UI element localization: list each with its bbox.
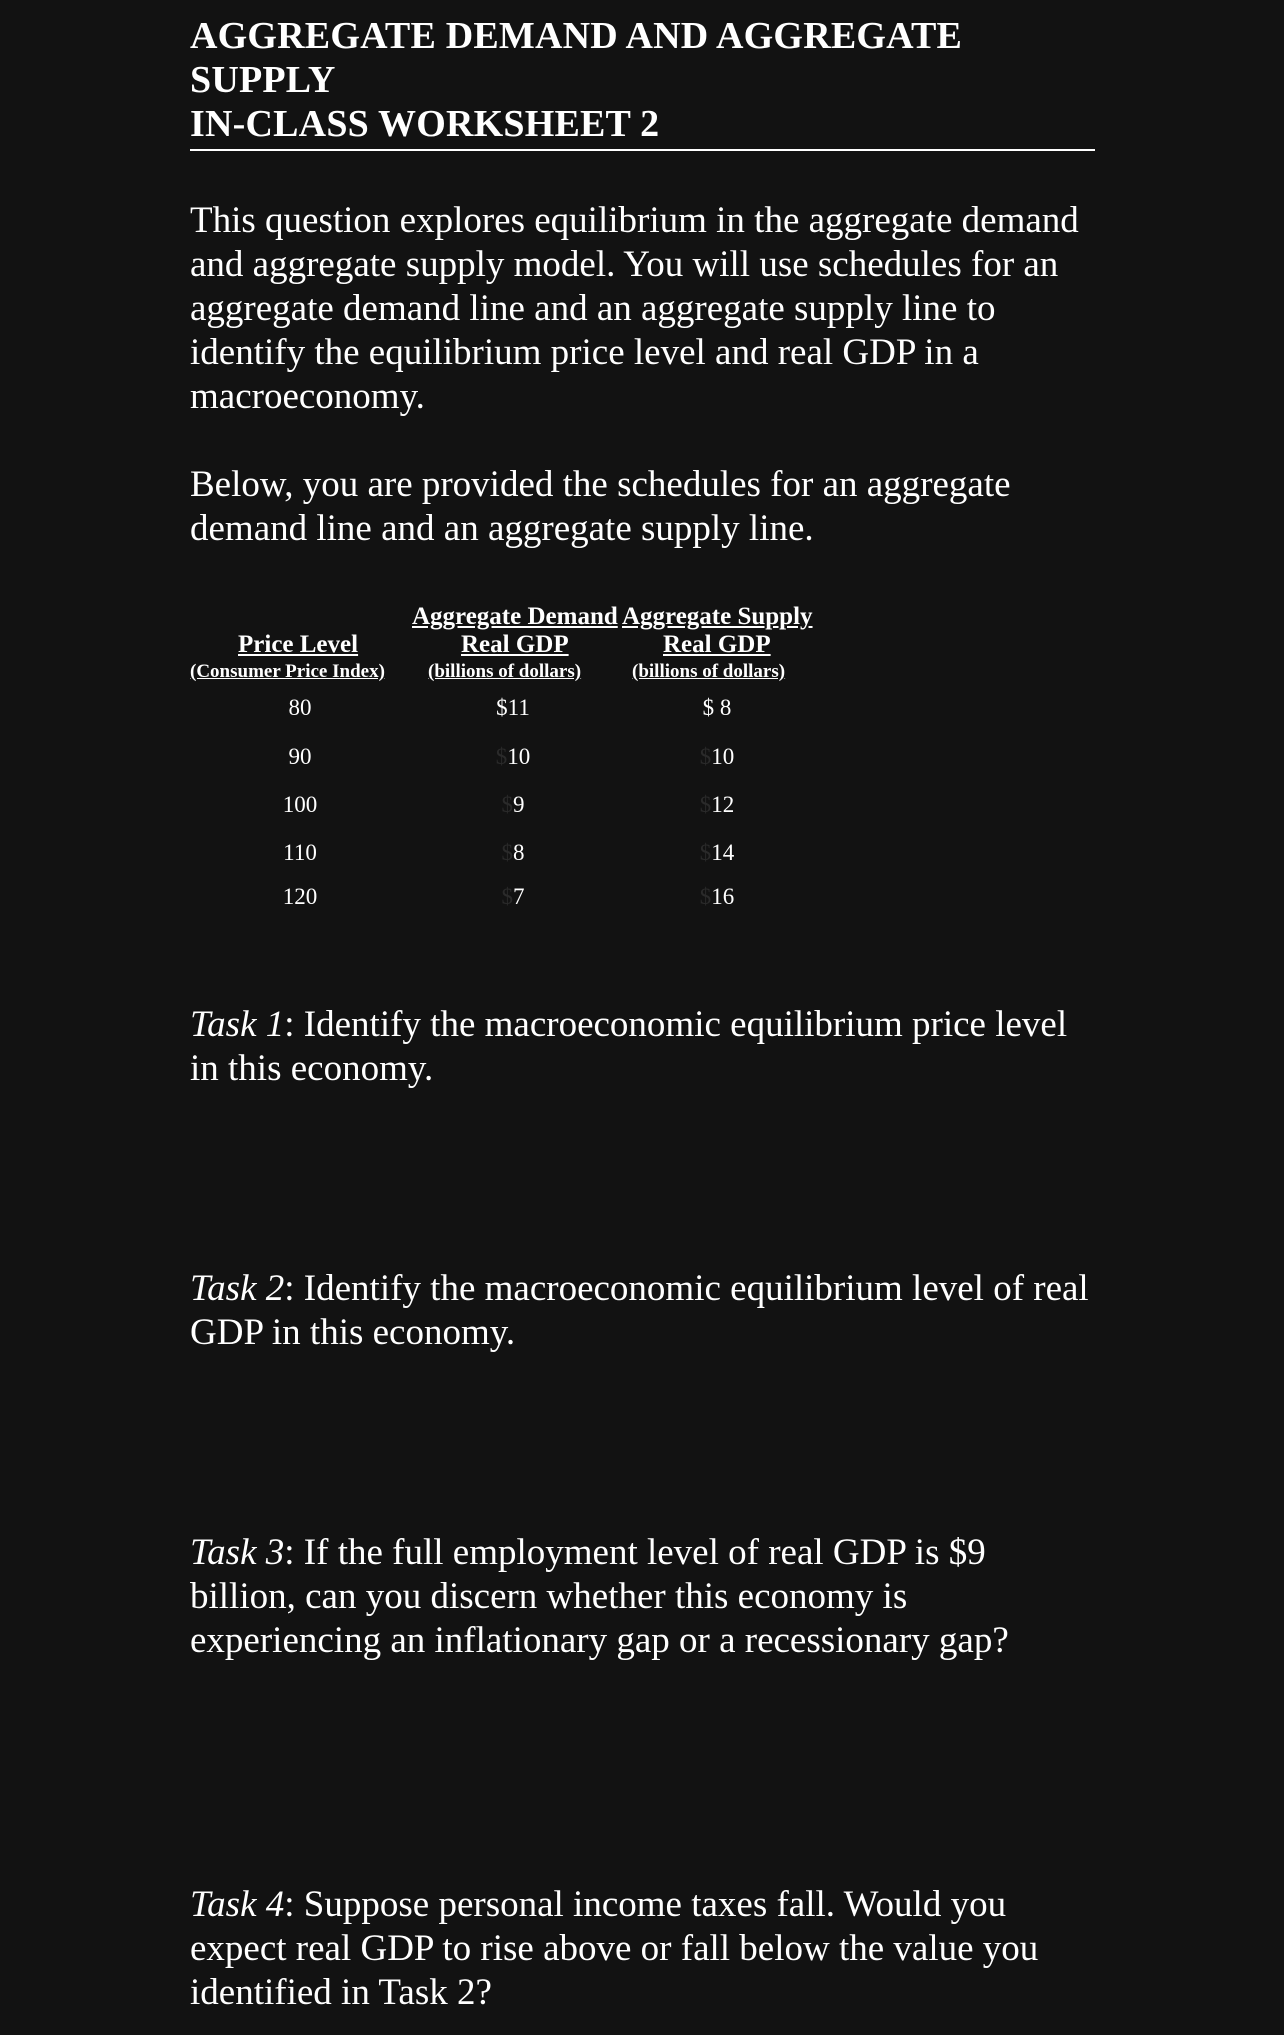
schedule-intro-paragraph: Below, you are provided the schedules for an aggregate demand line and an aggregate supply line. [190, 464, 1011, 549]
faint-dollar-sign: $ [501, 840, 513, 865]
as-gdp-cell [677, 884, 757, 910]
price-level-subheader: (Consumer Price Index) [190, 661, 385, 682]
task-4 [190, 1883, 1095, 2015]
ad-gdp-cell [473, 792, 553, 818]
as-gdp-cell: $ 8 [702, 695, 732, 720]
ad-real-gdp-header: Real GDP [461, 631, 569, 658]
as-gdp-value: 14 [711, 840, 735, 865]
task-3-label: Task 3 [190, 1532, 285, 1573]
task-3-text: : If the full employment level of real GDP is $9 billion, can you discern whether this economy is experiencing an inflationary gap or a recessionary gap? [190, 1532, 1009, 1661]
as-gdp-value: 12 [711, 792, 735, 817]
title-line-2: SUPPLY [190, 59, 336, 101]
task-4-label: Task 4 [190, 1884, 285, 1925]
ad-column-title: Aggregate Demand [412, 603, 618, 630]
worksheet-title [190, 0, 1095, 146]
price-level-cell: 100 [282, 792, 318, 817]
task-1 [190, 1003, 1095, 1091]
ad-gdp-value: 10 [507, 744, 531, 769]
as-column-title: Aggregate Supply [622, 603, 813, 630]
ad-gdp-value: 8 [513, 840, 525, 865]
as-gdp-value: 16 [711, 884, 735, 909]
title-line-3: IN-CLASS WORKSHEET 2 [190, 103, 660, 145]
faint-dollar-sign: $ [501, 884, 513, 909]
as-units-subheader: (billions of dollars) [632, 661, 786, 682]
task-1-label: Task 1 [190, 1004, 285, 1045]
as-gdp-cell [677, 840, 757, 866]
price-level-cell: 120 [282, 884, 318, 909]
ad-as-schedule-table [190, 603, 1095, 933]
price-level-cell: 90 [288, 744, 312, 769]
price-level-header: Price Level [238, 631, 359, 658]
price-level-cell: 110 [283, 840, 317, 865]
faint-dollar-sign: $ [699, 884, 712, 909]
ad-gdp-cell [473, 744, 553, 770]
ad-gdp-value: 7 [513, 884, 525, 909]
title-underline [190, 149, 1095, 151]
task-3 [190, 1531, 1095, 1663]
faint-dollar-sign: $ [699, 840, 712, 865]
ad-units-subheader: (billions of dollars) [428, 661, 582, 682]
ad-gdp-cell [473, 884, 553, 910]
faint-dollar-sign: $ [699, 744, 712, 769]
worksheet-page [190, 0, 1095, 2013]
as-real-gdp-header: Real GDP [663, 631, 771, 658]
as-gdp-cell [677, 744, 757, 770]
faint-dollar-sign: $ [699, 792, 712, 817]
intro-paragraph: This question explores equilibrium in the aggregate demand and aggregate supply model. You will use schedules for an aggregate demand line and an aggregate supply line to identify the equilibrium price level and real GDP in a macroeconomy. [190, 200, 1079, 417]
price-level-cell: 80 [288, 695, 312, 720]
title-line-1: AGGREGATE DEMAND AND AGGREGATE [190, 15, 963, 57]
task-4-text: : Suppose personal income taxes fall. Would you expect real GDP to rise above or fall below the value you identified in Task 2? [190, 1884, 1039, 2013]
task-2-label: Task 2 [190, 1268, 285, 1309]
task-1-text: : Identify the macroeconomic equilibrium price level in this economy. [190, 1004, 1068, 1089]
task-2-text: : Identify the macroeconomic equilibrium level of real GDP in this economy. [190, 1268, 1089, 1353]
faint-dollar-sign: $ [501, 792, 513, 817]
ad-gdp-value: 9 [513, 792, 525, 817]
ad-gdp-cell: $11 [496, 695, 530, 720]
task-2 [190, 1267, 1095, 1355]
as-gdp-cell [677, 792, 757, 818]
ad-gdp-cell [473, 840, 553, 866]
faint-dollar-sign: $ [495, 744, 508, 769]
as-gdp-value: 10 [711, 744, 735, 769]
